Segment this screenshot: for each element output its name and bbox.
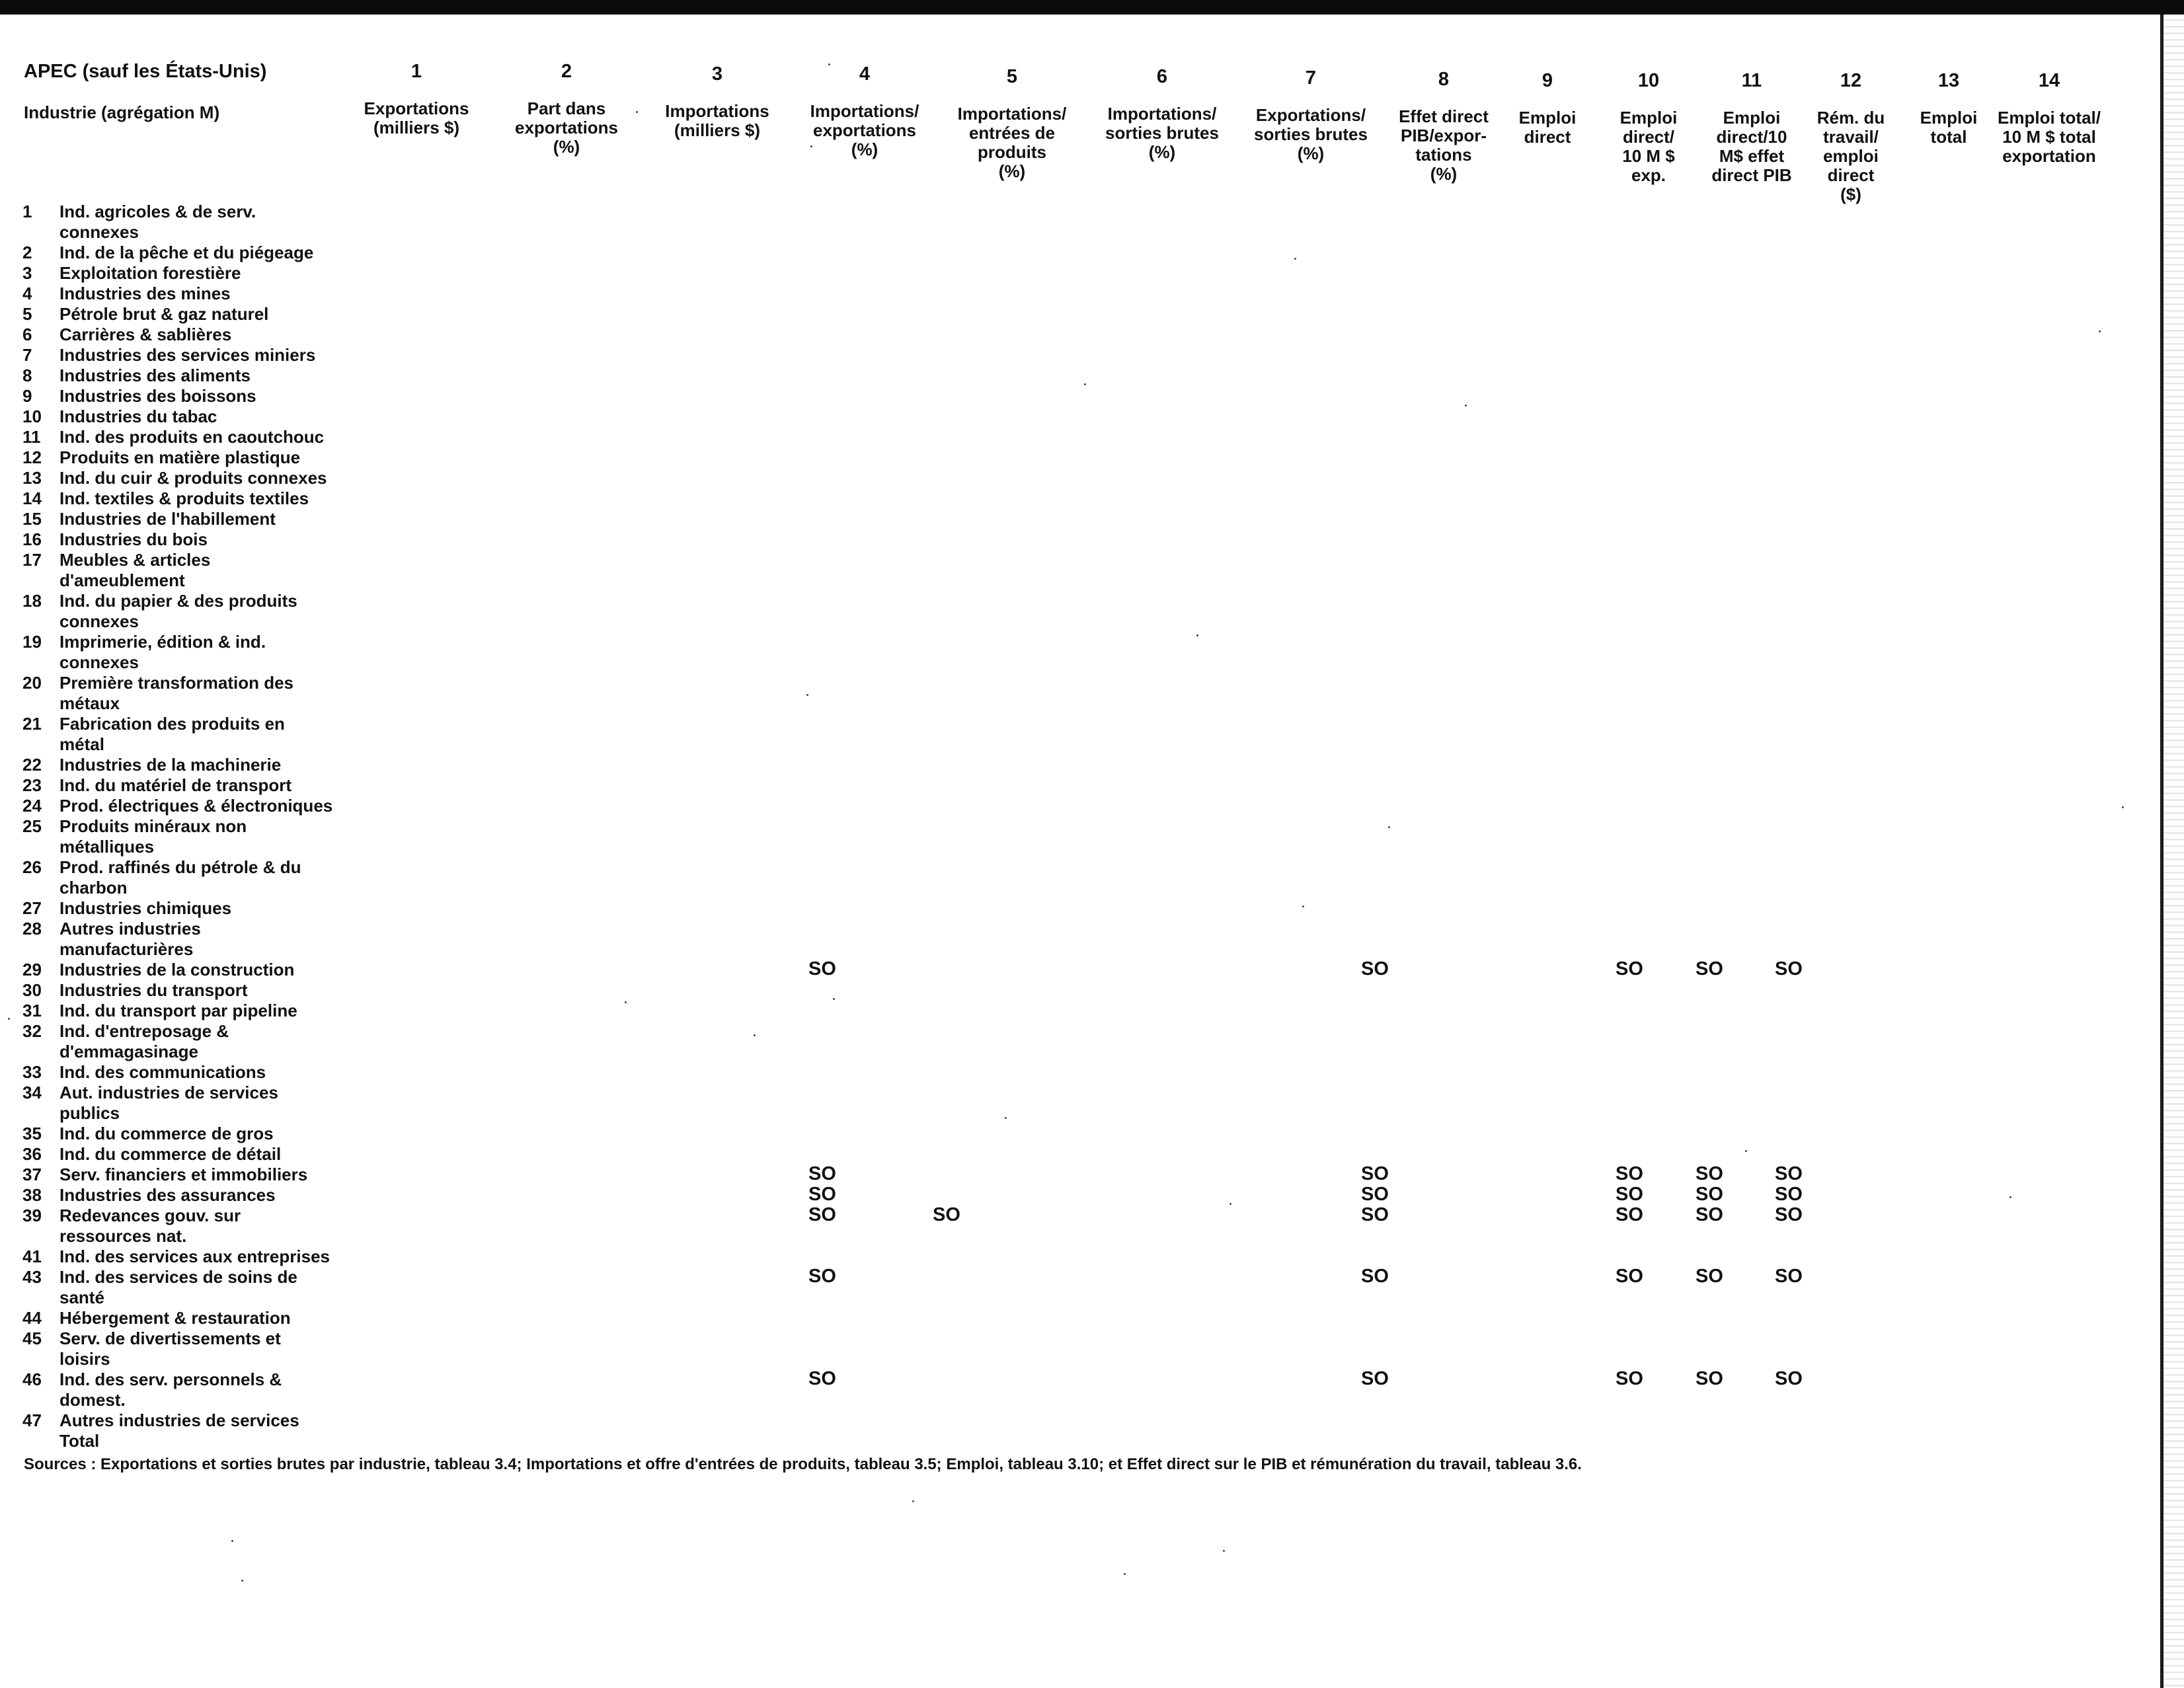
row-number: 30 (22, 980, 42, 1000)
so-cell: SO (1775, 1163, 1803, 1184)
row-label: Industries des mines (59, 284, 231, 303)
row-number: 38 (22, 1185, 42, 1205)
scan-speck (1745, 1150, 1747, 1152)
row-label: Industries des aliments (59, 365, 251, 385)
scan-speck (1465, 404, 1467, 406)
row-number: 24 (22, 796, 42, 816)
row-label: Ind. des produits en caoutchouc (59, 427, 325, 447)
column-number-14: 14 (2038, 70, 2060, 91)
row-number: 41 (22, 1247, 42, 1266)
scan-edge (2164, 15, 2184, 1688)
row-number: 43 (22, 1267, 42, 1287)
column-header-11: Emploi direct/10 M$ effet direct PIB (1711, 108, 1792, 185)
row-number: 8 (22, 365, 32, 385)
so-cell: SO (1775, 1184, 1803, 1205)
so-cell: SO (1616, 1204, 1643, 1225)
column-header-12: Rém. du travail/ emploi direct ($) (1816, 108, 1885, 204)
so-cell: SO (1616, 1184, 1643, 1205)
row-number: 26 (22, 857, 42, 877)
scan-speck (231, 1540, 233, 1542)
row-number: 45 (22, 1328, 42, 1348)
row-number: 39 (22, 1206, 42, 1225)
row-number: 14 (22, 488, 42, 508)
row-number: 19 (22, 632, 42, 652)
so-cell: SO (1696, 1266, 1723, 1287)
scan-speck (241, 1580, 243, 1582)
row-number: 33 (22, 1062, 42, 1082)
column-number-5: 5 (1006, 66, 1018, 87)
row-label: Industries des assurances (59, 1185, 276, 1205)
row-number: 1 (22, 202, 32, 221)
column-header-10: Emploi direct/ 10 M $ exp. (1619, 108, 1678, 185)
row-number: 25 (22, 816, 42, 836)
row-number: 32 (22, 1021, 42, 1041)
row-number: 31 (22, 1001, 42, 1020)
so-cell: SO (808, 1368, 836, 1389)
scan-speck (833, 998, 835, 1000)
column-number-8: 8 (1438, 69, 1450, 90)
row-number: 21 (22, 714, 42, 734)
row-number: 4 (22, 284, 32, 303)
so-cell: SO (808, 1163, 836, 1184)
so-cell: SO (1696, 1204, 1723, 1225)
row-label: Industries des boissons (59, 386, 256, 406)
row-label: Ind. des serv. personnels & domest. (59, 1369, 282, 1410)
row-label: Ind. des services aux entreprises (59, 1247, 330, 1266)
top-border-rule (0, 0, 2184, 15)
so-cell: SO (1616, 958, 1643, 979)
row-label: Autres industries manufacturières (59, 919, 201, 959)
row-label: Première transformation des métaux (59, 673, 294, 713)
scan-speck (1302, 905, 1304, 907)
row-label: Aut. industries de services publics (59, 1083, 278, 1123)
row-number: 11 (22, 427, 41, 447)
column-header-8: Effet direct PIB/expor- tations (%) (1399, 106, 1489, 184)
so-cell: SO (1775, 1266, 1803, 1287)
scan-speck (1229, 1203, 1231, 1205)
so-cell: SO (808, 1184, 836, 1205)
row-number: 28 (22, 919, 42, 939)
row-label: Imprimerie, édition & ind. connexes (59, 632, 266, 672)
row-label: Ind. du papier & des produits connexes (59, 591, 297, 631)
row-number: 15 (22, 509, 42, 529)
column-number-10: 10 (1637, 70, 1660, 91)
row-label: Hébergement & restauration (59, 1308, 291, 1328)
column-header-1: Exportations (milliers $) (364, 98, 469, 137)
row-number: 27 (22, 898, 42, 918)
row-number: 16 (22, 529, 42, 549)
row-number: 35 (22, 1124, 42, 1143)
row-label: Meubles & articles d'ameublement (59, 550, 211, 590)
column-number-1: 1 (410, 61, 422, 82)
row-label: Ind. du transport par pipeline (59, 1001, 297, 1020)
so-cell: SO (1775, 958, 1803, 979)
row-label: Fabrication des produits en métal (59, 714, 285, 754)
column-header-4: Importations/ exportations (%) (810, 101, 919, 159)
row-number: 47 (22, 1410, 42, 1430)
row-number: 3 (22, 263, 32, 283)
so-cell: SO (1361, 1266, 1389, 1287)
row-number: 22 (22, 755, 42, 775)
so-cell: SO (1696, 1184, 1723, 1205)
row-label: Industries des services miniers (59, 345, 316, 365)
column-header-14: Emploi total/ 10 M $ total exportation (1998, 108, 2101, 166)
row-number: 46 (22, 1369, 42, 1389)
scan-speck (1388, 826, 1390, 828)
column-number-2: 2 (561, 61, 572, 82)
row-label: Prod. électriques & électroniques (59, 796, 333, 816)
row-label: Industries du transport (59, 980, 248, 1000)
row-number: 6 (22, 325, 32, 344)
row-label: Pétrole brut & gaz naturel (59, 304, 269, 324)
so-cell: SO (1616, 1266, 1643, 1287)
row-label: Serv. financiers et immobiliers (59, 1165, 308, 1184)
industry-aggregation-label: Industrie (agrégation M) (24, 102, 220, 122)
column-number-9: 9 (1541, 70, 1553, 91)
column-header-6: Importations/ sorties brutes (%) (1105, 104, 1219, 162)
column-number-13: 13 (1937, 70, 1960, 91)
row-label: Prod. raffinés du pétrole & du charbon (59, 857, 301, 898)
row-label: Redevances gouv. sur ressources nat. (59, 1206, 241, 1246)
column-header-7: Exportations/ sorties brutes (%) (1254, 105, 1368, 163)
so-cell: SO (1775, 1368, 1803, 1389)
scan-speck (8, 1018, 10, 1020)
row-label: Produits minéraux non métalliques (59, 816, 247, 857)
scan-speck (828, 63, 830, 65)
row-label: Ind. de la pêche et du piégeage (59, 243, 314, 262)
row-label: Exploitation forestière (59, 263, 241, 283)
column-number-11: 11 (1741, 70, 1762, 91)
scan-speck (1223, 1550, 1225, 1552)
row-label: Ind. textiles & produits textiles (59, 488, 309, 508)
row-number: 37 (22, 1165, 42, 1184)
row-label: Autres industries de services (59, 1410, 299, 1430)
row-label: Industries de la construction (59, 960, 295, 979)
row-label-total: Total (59, 1431, 100, 1451)
scan-speck (2099, 330, 2101, 332)
scan-speck (806, 694, 808, 696)
column-number-4: 4 (859, 63, 871, 85)
row-label: Ind. des communications (59, 1062, 266, 1082)
row-label: Ind. d'entreposage & d'emmagasinage (59, 1021, 229, 1061)
region-title: APEC (sauf les États-Unis) (24, 61, 267, 82)
row-number: 44 (22, 1308, 42, 1328)
scan-speck (810, 145, 812, 147)
row-number: 29 (22, 960, 42, 979)
so-cell: SO (1616, 1368, 1643, 1389)
scan-speck (625, 1001, 627, 1003)
so-cell: SO (808, 1266, 836, 1287)
sources-note: Sources : Exportations et sorties brutes par industrie, tableau 3.4; Importations et offre d'entrées de produits, tableau 3.5; Emploi, tableau 3.10; et Effet direct sur le PIB et rémunération du travail, tableau 3.6. (24, 1455, 1582, 1473)
row-label: Industries du bois (59, 529, 208, 549)
so-cell: SO (933, 1204, 960, 1225)
so-cell: SO (1361, 958, 1389, 979)
row-number: 13 (22, 468, 42, 488)
so-cell: SO (1361, 1184, 1389, 1205)
column-header-3: Importations (milliers $) (665, 101, 769, 140)
so-cell: SO (1696, 958, 1723, 979)
row-number: 7 (22, 345, 32, 365)
column-number-6: 6 (1156, 66, 1168, 87)
row-label: Produits en matière plastique (59, 447, 301, 467)
row-label: Industries de l'habillement (59, 509, 276, 529)
row-number: 5 (22, 304, 32, 324)
column-number-12: 12 (1840, 70, 1862, 91)
row-label: Ind. du commerce de détail (59, 1144, 282, 1164)
row-number: 17 (22, 550, 42, 570)
scan-speck (1005, 1117, 1007, 1119)
row-label: Ind. agricoles & de serv. connexes (59, 202, 256, 242)
row-label: Carrières & sablières (59, 325, 232, 344)
so-cell: SO (808, 1204, 836, 1225)
so-cell: SO (1696, 1368, 1723, 1389)
so-cell: SO (1775, 1204, 1803, 1225)
column-header-2: Part dans exportations (%) (514, 98, 619, 157)
so-cell: SO (1361, 1204, 1389, 1225)
so-cell: SO (1616, 1163, 1643, 1184)
row-label: Ind. du commerce de gros (59, 1124, 274, 1143)
row-label: Ind. du matériel de transport (59, 775, 292, 795)
row-number: 36 (22, 1144, 42, 1164)
row-number: 18 (22, 591, 42, 611)
column-number-7: 7 (1305, 67, 1317, 89)
so-cell: SO (1361, 1368, 1389, 1389)
row-number: 23 (22, 775, 42, 795)
scan-speck (912, 1500, 914, 1502)
row-label: Ind. des services de soins de santé (59, 1267, 297, 1307)
scan-speck (1294, 258, 1296, 260)
column-number-3: 3 (711, 63, 723, 85)
column-header-9: Emploi direct (1518, 108, 1577, 147)
scan-speck (1124, 1573, 1126, 1575)
row-label: Industries chimiques (59, 898, 232, 918)
row-number: 34 (22, 1083, 42, 1102)
scan-speck (2122, 806, 2124, 808)
row-number: 2 (22, 243, 32, 262)
row-label: Ind. du cuir & produits connexes (59, 468, 327, 488)
row-number: 12 (22, 447, 42, 467)
row-number: 20 (22, 673, 42, 693)
row-number: 10 (22, 406, 42, 426)
scan-speck (1196, 634, 1198, 636)
row-label: Serv. de divertissements et loisirs (59, 1328, 281, 1369)
column-header-13: Emploi total (1920, 108, 1978, 147)
column-header-5: Importations/ entrées de produits (%) (957, 104, 1067, 181)
row-label: Industries de la machinerie (59, 755, 282, 775)
so-cell: SO (808, 958, 836, 979)
so-cell: SO (1361, 1163, 1389, 1184)
so-cell: SO (1696, 1163, 1723, 1184)
scan-speck (754, 1034, 756, 1036)
scan-speck (636, 111, 638, 113)
scan-speck (1084, 383, 1086, 385)
row-label: Industries du tabac (59, 406, 217, 426)
scan-speck (2009, 1196, 2011, 1198)
row-number: 9 (22, 386, 32, 406)
